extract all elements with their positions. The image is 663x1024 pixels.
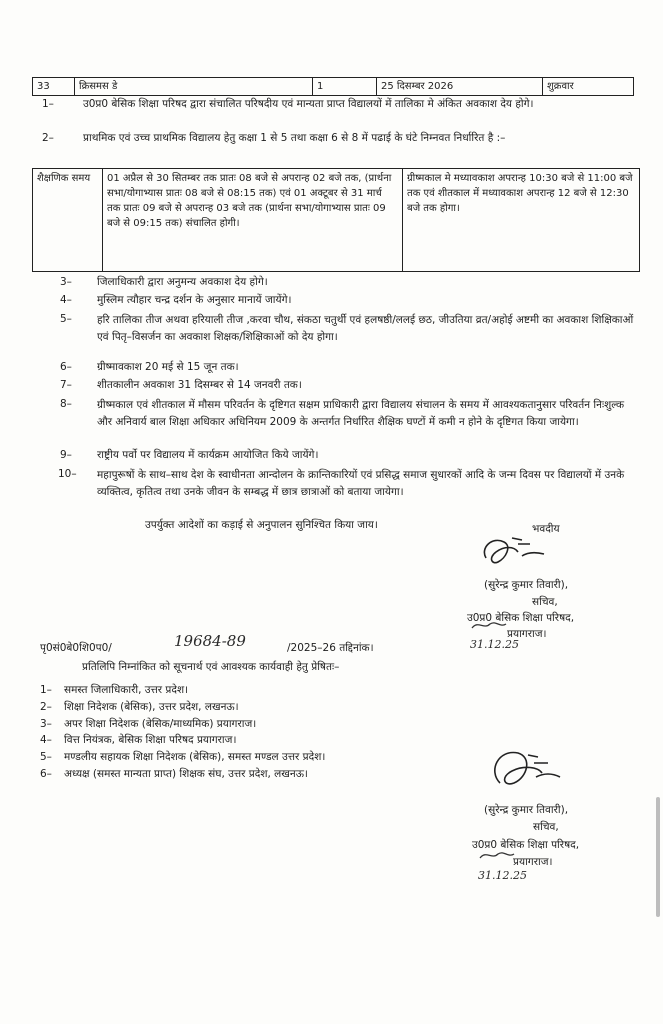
copy-recipient: मण्डलीय सहायक शिक्षा निदेशक (बेसिक), समस्त मण्डल उत्तर प्रदेश। xyxy=(64,751,326,763)
copy-number: 1– xyxy=(40,684,52,696)
timing-lunch: ग्रीष्मकाल मे मध्यावकाश अपरान्ह 10:30 बजे से 11:00 बजे तक एवं शीतकाल में मध्यावकाश अपरान्ह 12 बजे से 12:30 बजे तक होगा। xyxy=(407,173,633,214)
copy-recipient: समस्त जिलाधिकारी, उत्तर प्रदेश। xyxy=(64,684,189,696)
rule-number: 5– xyxy=(60,313,72,325)
rule-number: 3– xyxy=(60,276,72,288)
holiday-date: 25 दिसम्बर 2026 xyxy=(377,78,543,95)
signatory-name: (सुरेन्द्र कुमार तिवारी), xyxy=(484,804,569,816)
copy-number: 6– xyxy=(40,768,52,780)
rule-number: 7– xyxy=(60,379,72,391)
signatory-org: उ0प्र0 बेसिक शिक्षा परिषद, xyxy=(472,839,580,851)
rule-number: 6– xyxy=(60,361,72,373)
copy-number: 2– xyxy=(40,701,52,713)
note-number: 1– xyxy=(42,98,54,110)
scrollbar[interactable] xyxy=(656,797,660,917)
rule-text: जिलाधिकारी द्वारा अनुमन्य अवकाश देय होगे। xyxy=(97,276,268,288)
signature-2 xyxy=(488,743,566,795)
initial-scribble xyxy=(478,848,518,862)
holiday-table-row xyxy=(32,77,634,96)
initial-scribble xyxy=(470,618,510,632)
memo-handwritten-number: 19684-89 xyxy=(174,632,246,650)
memo-suffix: /2025–26 तद्दिनांक। xyxy=(287,642,374,654)
timing-label: शैक्षणिक समय xyxy=(33,169,103,271)
holiday-sno: 33 xyxy=(33,78,75,95)
rule-text: शीतकालीन अवकाश 31 दिसम्बर से 14 जनवरी तक। xyxy=(97,379,302,391)
signature-date: 31.12.25 xyxy=(478,869,527,882)
note-text: उ0प्र0 बेसिक शिक्षा परिषद द्वारा संचालित परिषदीय एवं मान्यता प्राप्त विद्यालयों में तालिका मे अंकित अवकाश देय होगे। xyxy=(83,98,534,110)
note-text: प्राथमिक एवं उच्च प्राथमिक विद्यालय हेतु कक्षा 1 से 5 तथा कक्षा 6 से 8 में पढाई के घंटे निम्नवत निर्धारित है :– xyxy=(83,132,506,144)
copy-recipient: वित्त नियंत्रक, बेसिक शिक्षा परिषद प्रयागराज। xyxy=(64,734,237,746)
holiday-days: 1 xyxy=(313,78,377,95)
signatory-org: उ0प्र0 बेसिक शिक्षा परिषद, xyxy=(467,612,575,624)
signatory-place: प्रयागराज। xyxy=(513,856,553,868)
copy-number: 3– xyxy=(40,718,52,730)
timing-schedule: 01 अप्रैल से 30 सितम्बर तक प्रातः 08 बजे से अपरान्ह 02 बजे तक, (प्रार्थना सभा/योगाभ्यास प्रातः 08 बजे से 08:15 तक) एवं 01 अक्टूबर से 31 मार्च तक प्रातः 09 बजे से अपरान्ह 03 बजे तक (प्रार्थना सभा/योगाभ्यास प्रातः 09 बजे से 09:15 तक) संचालित होगी। xyxy=(103,169,403,271)
signatory-designation: सचिव, xyxy=(532,596,558,608)
copy-number: 4– xyxy=(40,734,52,746)
copy-recipient: शिक्षा निदेशक (बेसिक), उत्तर प्रदेश, लखनऊ। xyxy=(64,701,239,713)
rule-text: हरि तालिका तीज अथवा हरियाली तीज ,करवा चौथ, संकठा चतुर्थी एवं हलषष्ठी/ललई छठ, जीउतिया व्रत/अहोई अष्टमी का अवकाश शिक्षिकाओं एवं पितृ–विसर्जन का अवकाश शिक्षक/शिक्षिकाओं को देय होगा। xyxy=(97,314,634,343)
copy-number: 5– xyxy=(40,751,52,763)
signature-date: 31.12.25 xyxy=(470,638,519,651)
signatory-name: (सुरेन्द्र कुमार तिवारी), xyxy=(484,579,569,591)
memo-prefix: पृ0सं0बे0शि0प0/ xyxy=(40,642,112,654)
salutation: भवदीय xyxy=(532,523,560,535)
rule-text: ग्रीष्मकाल एवं शीतकाल में मौसम परिवर्तन के दृष्टिगत सक्षम प्राधिकारी द्वारा विद्यालय संचालन के समय में आवश्यकतानुसार परिवर्तन निःशुल्क और अनिवार्य बाल शिक्षा अधिकार अधिनियम 2009 के अन्तर्गत निर्धारित शैक्षिक घण्टों में कमी न होने के दृष्टिगत किया जायेगा। xyxy=(97,399,625,428)
rule-number: 10– xyxy=(58,468,77,480)
rule-text: राष्ट्रीय पर्वो पर विद्यालय में कार्यक्रम आयोजित किये जायेंगे। xyxy=(97,449,319,461)
signature-1 xyxy=(478,528,558,574)
school-timing-table xyxy=(32,168,640,272)
rule-number: 9– xyxy=(60,449,72,461)
rule-number: 4– xyxy=(60,294,72,306)
holiday-weekday: शुक्रवार xyxy=(547,81,574,92)
rule-text: मुस्लिम त्यौहार चन्द्र दर्शन के अनुसार मानायें जायेंगे। xyxy=(97,294,292,306)
signatory-designation: सचिव, xyxy=(533,821,559,833)
note-number: 2– xyxy=(42,132,54,144)
rule-number: 8– xyxy=(60,398,72,410)
copy-intro: प्रतिलिपि निम्नांकित को सूचनार्थ एवं आवश्यक कार्यवाही हेतु प्रेषितः– xyxy=(82,661,340,673)
holiday-name: क्रिसमस डे xyxy=(75,78,313,95)
rule-text: ग्रीष्मावकाश 20 मई से 15 जून तक। xyxy=(97,361,239,373)
compliance-note: उपर्युक्त आदेशों का कड़ाई से अनुपालन सुनिश्चित किया जाय। xyxy=(145,519,378,531)
copy-recipient: अपर शिक्षा निदेशक (बेसिक/माध्यमिक) प्रयागराज। xyxy=(64,718,257,730)
signatory-place: प्रयागराज। xyxy=(507,628,547,640)
rule-text: महापुरूषों के साथ–साथ देश के स्वाधीनता आन्दोलन के क्रान्तिकारियों एवं प्रसिद्ध समाज सुधारकों आदि के जन्म दिवस पर विद्यालयों में उनके व्यक्तित्व, कृतित्व तथा उनके जीवन के सम्बद्ध में छात्र छात्राओं को बताया जायेगा। xyxy=(97,469,625,498)
copy-recipient: अध्यक्ष (समस्त मान्यता प्राप्त) शिक्षक संघ, उत्तर प्रदेश, लखनऊ। xyxy=(64,768,308,780)
